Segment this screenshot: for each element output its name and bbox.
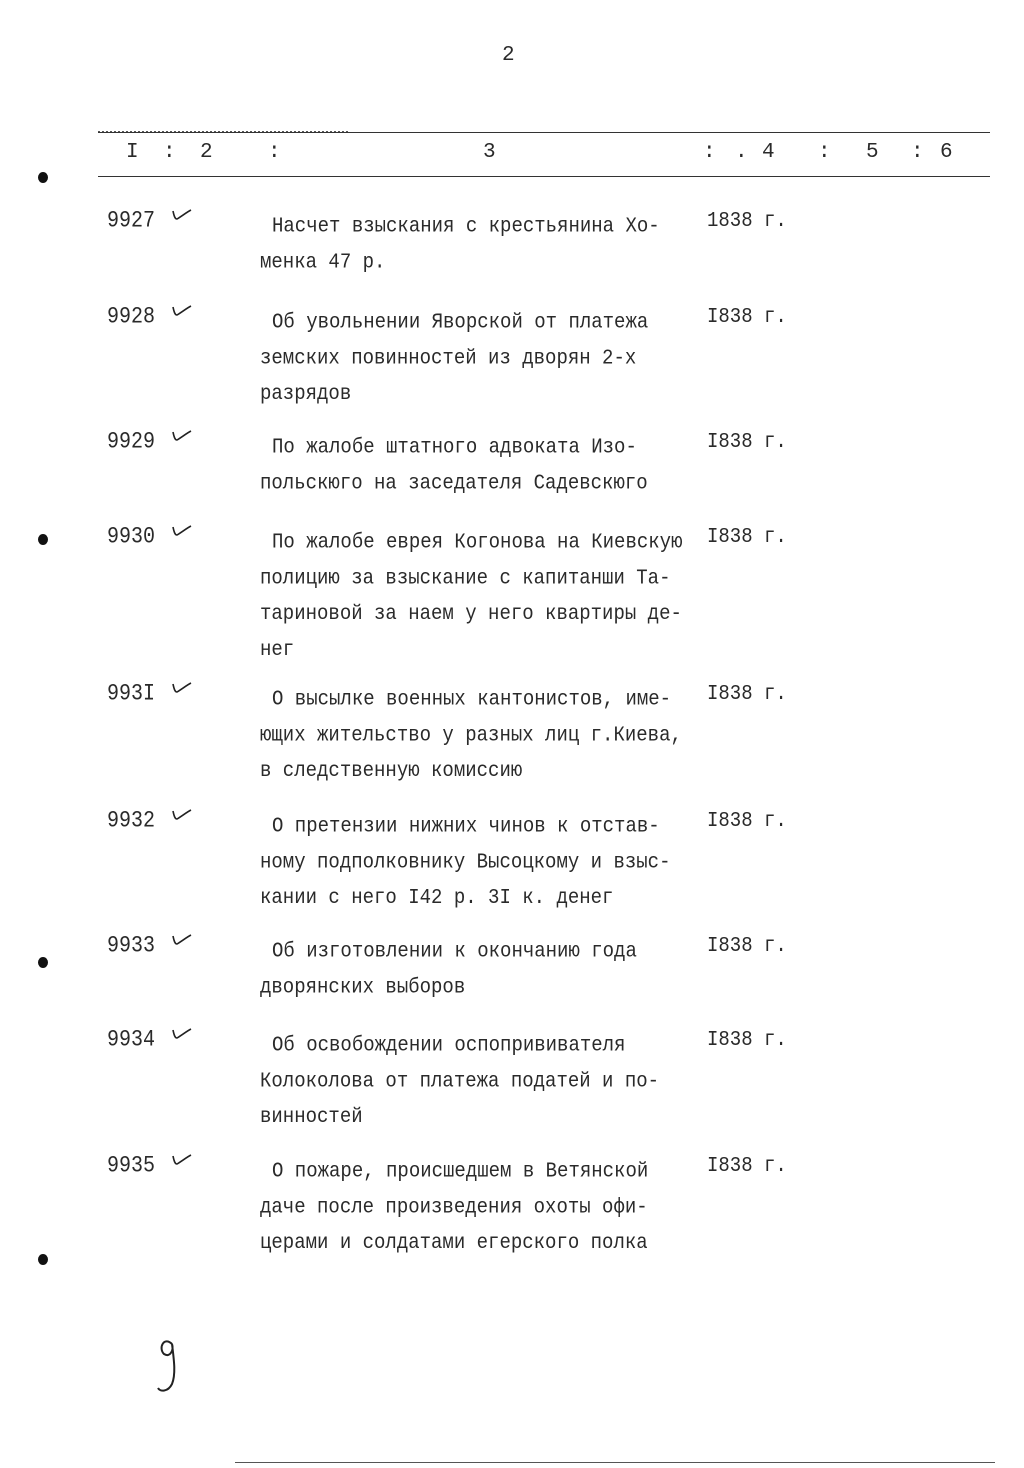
case-year: I838 г. xyxy=(707,304,787,329)
case-year: 1838 г. xyxy=(707,208,787,233)
case-year: I838 г. xyxy=(707,1027,787,1052)
case-description xyxy=(260,808,670,916)
case-number: 9928 xyxy=(107,304,156,331)
description-line: земских повинностей из дворян 2-х xyxy=(260,345,637,371)
case-number: 9933 xyxy=(107,933,156,960)
column-separator: : xyxy=(268,141,281,164)
description-line: По жалобе еврея Когонова на Киевскую xyxy=(272,529,683,555)
description-line: Колоколова от платежа податей и по- xyxy=(260,1068,660,1094)
case-number: 9927 xyxy=(107,208,156,235)
case-description xyxy=(260,933,637,1005)
description-line: Об изготовлении к окончанию года xyxy=(272,938,637,964)
punch-hole-mark xyxy=(38,957,48,968)
checkmark-icon xyxy=(170,931,194,949)
column-header: 2 xyxy=(200,141,213,164)
case-description xyxy=(260,1027,659,1135)
column-header: 3 xyxy=(483,141,496,164)
description-line: Об освобождении оспопрививателя xyxy=(272,1032,626,1058)
checkmark-icon xyxy=(170,806,194,824)
case-description xyxy=(260,1153,648,1261)
case-year: I838 г. xyxy=(707,524,787,549)
header-bottom-rule xyxy=(98,176,990,177)
description-line: менка 47 р. xyxy=(260,249,386,275)
column-separator: . xyxy=(735,141,748,164)
header-top-rule xyxy=(98,132,990,133)
description-line: разрядов xyxy=(260,381,352,406)
description-line: тариновой за наем у него квартиры де- xyxy=(260,601,682,626)
case-number: 9929 xyxy=(107,429,156,456)
case-year: I838 г. xyxy=(707,808,787,833)
case-description xyxy=(260,524,682,667)
column-separator: : xyxy=(818,141,831,164)
case-description xyxy=(260,681,682,789)
checkmark-icon xyxy=(170,427,194,445)
case-number: 9930 xyxy=(107,524,156,551)
case-number: 993I xyxy=(107,681,156,708)
description-line: По жалобе штатного адвоката Изо- xyxy=(272,434,637,460)
case-number: 9934 xyxy=(107,1027,156,1054)
description-line: Насчет взыскания с крестьянина Хо- xyxy=(272,213,660,239)
page-number: 2 xyxy=(502,44,515,67)
description-line: в следственную комиссию xyxy=(260,758,523,783)
description-line: ющих жительство у разных лиц г.Киева, xyxy=(260,722,682,748)
case-year: I838 г. xyxy=(707,1153,787,1178)
description-line: нег xyxy=(260,637,295,662)
description-line: ному подполковнику Высоцкому и взыс- xyxy=(260,849,671,875)
description-line: О претензии нижних чинов к отстав- xyxy=(272,813,660,839)
description-line: польскюго на заседателя Садевскюго xyxy=(260,470,648,496)
checkmark-icon xyxy=(170,522,194,540)
description-line: полицию за взыскание с капитанши Та- xyxy=(260,565,671,591)
punch-hole-mark xyxy=(38,172,48,183)
case-year: I838 г. xyxy=(707,429,787,454)
description-line: О высылке военных кантонистов, име- xyxy=(272,686,672,712)
column-separator: : xyxy=(703,141,716,164)
description-line: Об увольнении Яворской от платежа xyxy=(272,309,649,335)
case-number: 9935 xyxy=(107,1153,156,1180)
description-line: дворянских выборов xyxy=(260,974,466,1000)
checkmark-icon xyxy=(170,1151,194,1169)
column-header: 6 xyxy=(940,141,953,164)
case-number: 9932 xyxy=(107,808,156,835)
description-line: даче после произведения охоты офи- xyxy=(260,1194,648,1220)
footer-rule xyxy=(235,1462,995,1463)
case-description xyxy=(260,208,660,280)
checkmark-icon xyxy=(170,679,194,697)
column-header: I xyxy=(126,141,139,164)
column-separator: : xyxy=(911,141,924,164)
description-line: кании с него I42 р. 3I к. денег xyxy=(260,885,614,910)
checkmark-icon xyxy=(170,1025,194,1043)
case-year: I838 г. xyxy=(707,681,787,706)
description-line: церами и солдатами егерского полка xyxy=(260,1230,648,1255)
case-year: I838 г. xyxy=(707,933,787,958)
description-line: винностей xyxy=(260,1104,363,1129)
handwritten-folio-number xyxy=(150,1330,200,1400)
punch-hole-mark xyxy=(38,1254,48,1265)
case-description xyxy=(260,429,648,501)
description-line: О пожаре, происшедшем в Ветянской xyxy=(272,1158,649,1184)
case-description xyxy=(260,304,648,412)
column-header: 5 xyxy=(866,141,879,164)
punch-hole-mark xyxy=(38,534,48,545)
column-header: 4 xyxy=(762,141,775,164)
checkmark-icon xyxy=(170,302,194,320)
column-separator: : xyxy=(163,141,176,164)
checkmark-icon xyxy=(170,206,194,224)
